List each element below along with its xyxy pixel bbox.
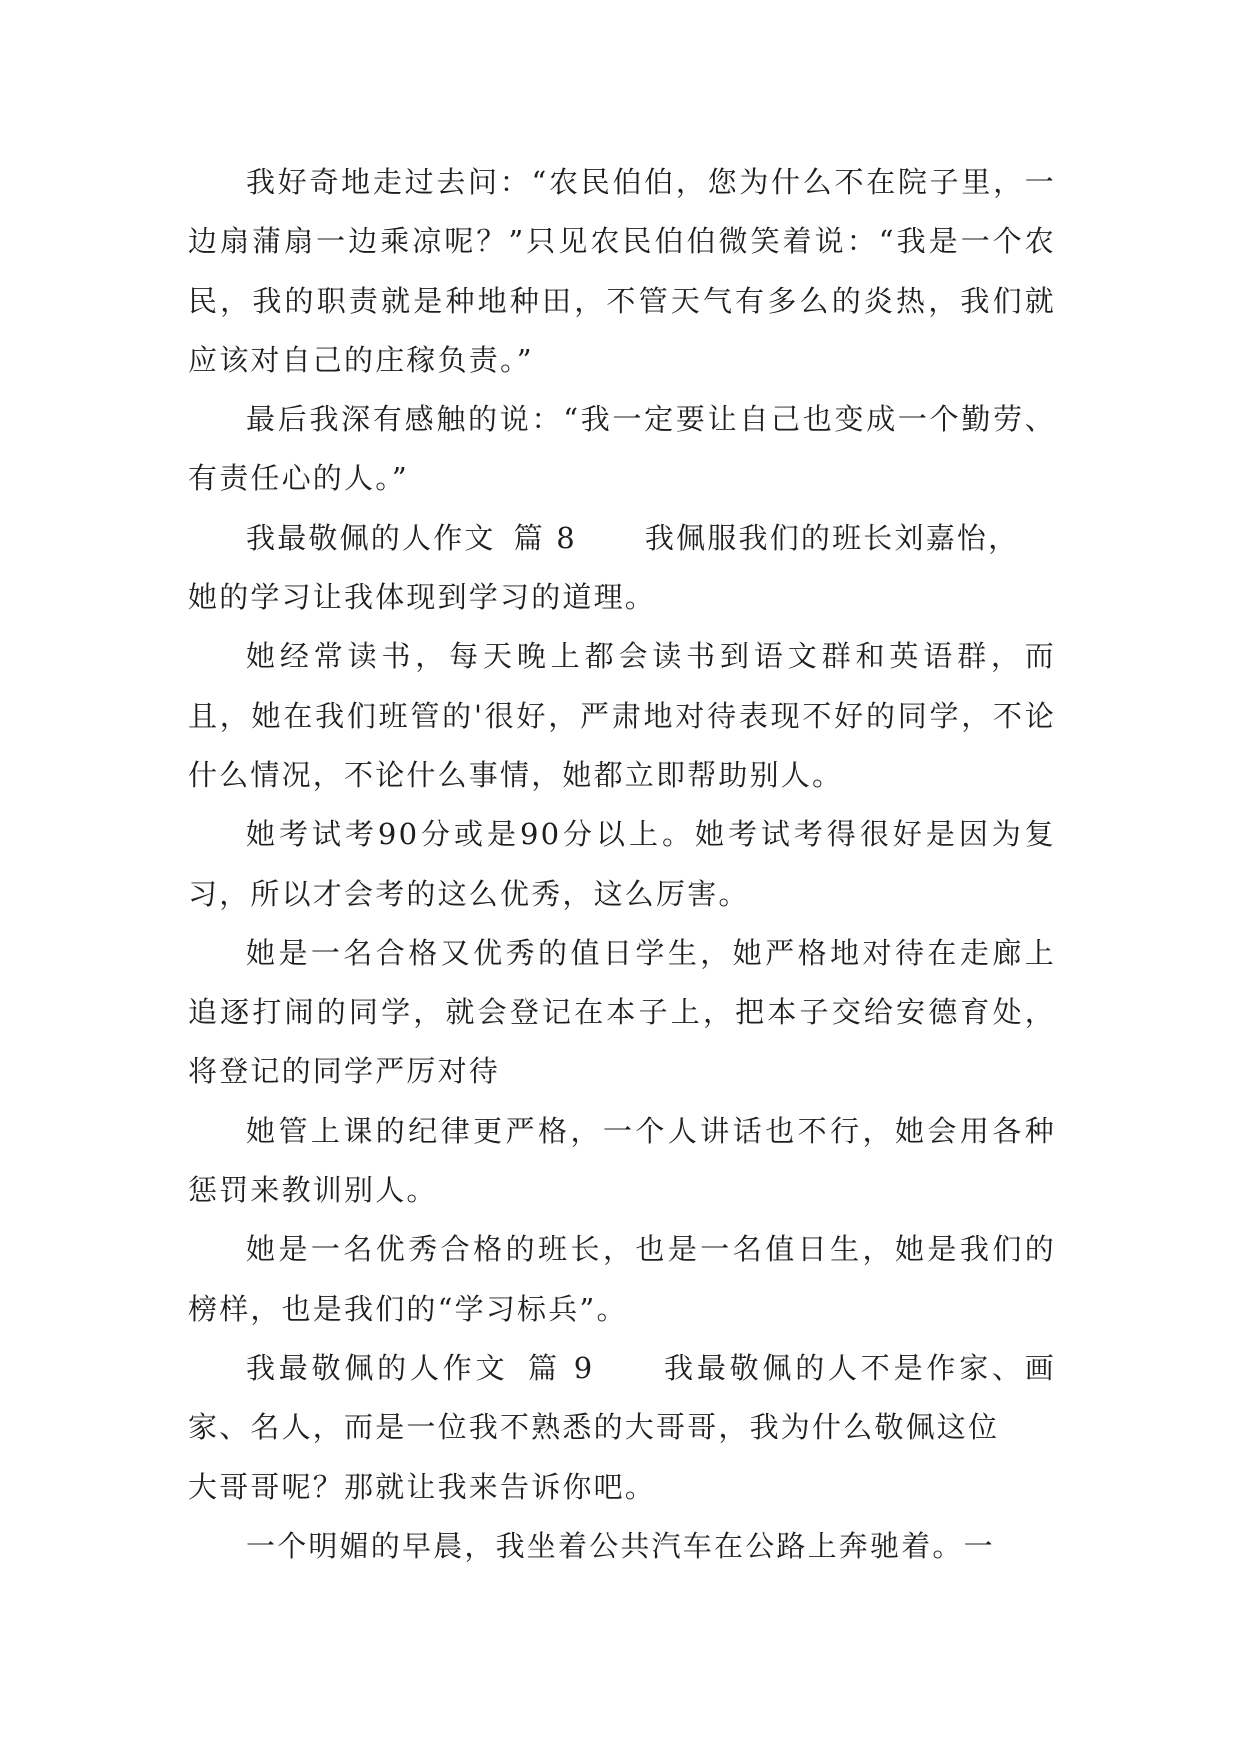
- section-heading-8: [188, 509, 1056, 568]
- section-heading-9: [188, 1339, 1056, 1458]
- section-title: 我最敬佩的人作文: [246, 520, 496, 555]
- paragraph: 最后我深有感触的说：“我一定要让自己也变成一个勤劳、有责任心的人。”: [188, 402, 1056, 496]
- section-title: 我最敬佩的人作文: [246, 1350, 509, 1385]
- paragraph: 她是一名合格又优秀的值日学生，她严格地对待在走廊上追逐打闹的同学，就会登记在本子上，把本子交给安德育处，将登记的同学严厉对待: [188, 935, 1056, 1089]
- paragraph: 一个明媚的早晨，我坐着公共汽车在公路上奔驰着。一: [246, 1528, 995, 1563]
- section-number: 篇 8: [513, 520, 577, 555]
- section-first-line: 我佩服我们的班长刘嘉怡，: [644, 520, 1020, 555]
- paragraph-continuation: 她的学习让我体现到学习的道理。: [188, 580, 657, 615]
- section-number: 篇 9: [526, 1350, 595, 1385]
- paragraph: 她是一名优秀合格的班长，也是一名值日生，她是我们的榜样，也是我们的“学习标兵”。: [188, 1232, 1056, 1326]
- section-first-line: 我最敬佩的人不是作家、画家、名人，而是一位我不熟悉的大哥哥，我为什么敬佩这位: [188, 1350, 1056, 1445]
- paragraph: 她经常读书，每天晚上都会读书到语文群和英语群，而且，她在我们班管的'很好，严肃地对待表现不好的同学，不论什么情况，不论什么事情，她都立即帮助别人。: [188, 639, 1056, 792]
- document-body: [188, 153, 1056, 1576]
- paragraph: 她考试考90分或是90分以上。她考试考得很好是因为复习，所以才会考的这么优秀，这么厉害。: [188, 817, 1056, 911]
- paragraph: 我好奇地走过去问：“农民伯伯，您为什么不在院子里，一边扇蒲扇一边乘凉呢？”只见农民伯伯微笑着说：“我是一个农民，我的职责就是种地种田，不管天气有多么的炎热，我们就应该对自己的庄稼负责。”: [188, 165, 1056, 377]
- paragraph-continuation: 大哥哥呢？那就让我来告诉你吧。: [188, 1469, 657, 1504]
- paragraph: 她管上课的纪律更严格，一个人讲话也不行，她会用各种惩罚来教训别人。: [188, 1113, 1056, 1208]
